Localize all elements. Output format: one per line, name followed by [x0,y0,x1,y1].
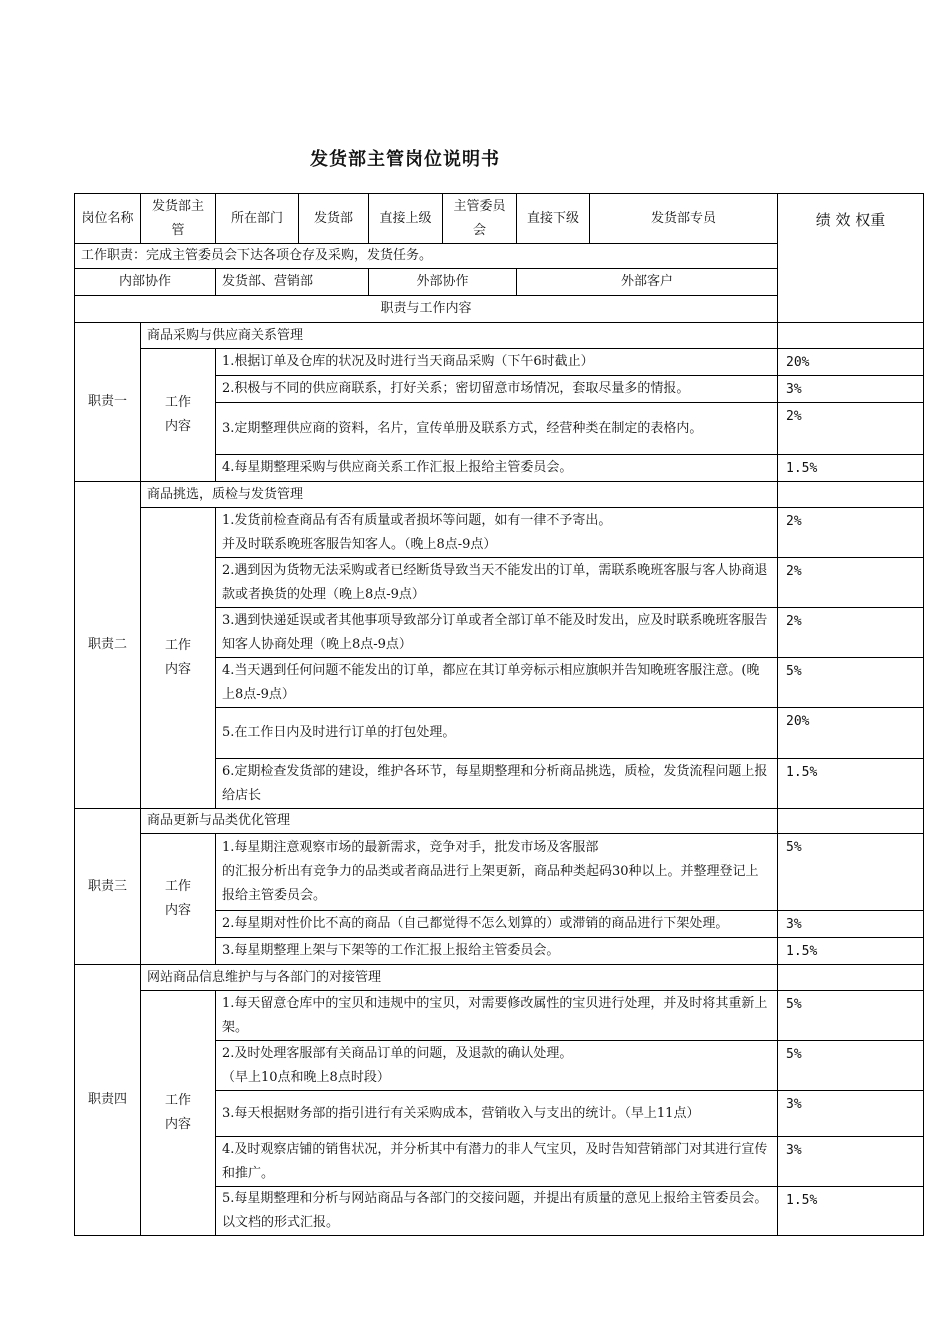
duty-category-row [75,809,924,834]
task-text: 3.每星期整理上架与下架等的工作汇报上报给主管委员会。 [216,938,778,965]
duty-name: 职责一 [75,323,141,482]
task-row [75,991,924,1041]
task-text: 2.遇到因为货物无法采购或者已经断货导致当天不能发出的订单，需联系晚班客服与客人协商退款或者换货的处理（晚上8点-9点） [216,558,778,608]
task-row [75,834,924,911]
duty-category: 商品采购与供应商关系管理 [141,323,778,349]
task-text: 3.遇到快递延误或者其他事项导致部分订单或者全部订单不能及时发出，应及时联系晚班客服告知客人协商处理（晚上8点-9点） [216,608,778,658]
task-weight: 3% [778,1137,924,1187]
task-text: 1.根据订单及仓库的状况及时进行当天商品采购（下午6时截止） [216,349,778,376]
external-value: 外部客户 [517,269,778,296]
task-row [75,508,924,558]
task-weight: 20% [778,349,924,376]
task-weight: 1.5% [778,455,924,482]
duty-category-row [75,965,924,991]
task-text: 3.每天根据财务部的指引进行有关采购成本，营销收入与支出的统计。（早上11点） [216,1091,778,1137]
task-text: 2.积极与不同的供应商联系，打好关系；密切留意市场情况，套取尽量多的情报。 [216,376,778,403]
work-content-label: 工作内容 [141,508,216,809]
duty-category-weight-blank [778,323,924,349]
task-weight: 2% [778,558,924,608]
weight-header: 绩 效 权重 [778,194,924,323]
pos-name-value: 发货部主管 [141,194,216,244]
internal-label: 内部协作 [75,269,216,296]
duty-name: 职责四 [75,965,141,1236]
task-text: 5.每星期整理和分析与网站商品与各部门的交接问题，并提出有质量的意见上报给主管委员会。以文档的形式汇报。 [216,1187,778,1236]
superior-label: 直接上级 [369,194,443,244]
task-text: 2.及时处理客服部有关商品订单的问题，及退款的确认处理。 （早上10点和晚上8点时段） [216,1041,778,1091]
page-title: 发货部主管岗位说明书 [310,149,500,170]
duty-summary: 工作职责：完成主管委员会下达各项仓存及采购，发货任务。 [75,244,778,269]
task-row [75,349,924,376]
task-weight: 1.5% [778,759,924,809]
task-weight: 2% [778,508,924,558]
duty-category: 网站商品信息维护与与各部门的对接管理 [141,965,778,991]
task-text: 5.在工作日内及时进行订单的打包处理。 [216,708,778,759]
task-weight: 1.5% [778,1187,924,1236]
task-weight: 2% [778,403,924,455]
task-text: 4.及时观察店铺的销售状况，并分析其中有潜力的非人气宝贝，及时告知营销部门对其进行宣传和推广。 [216,1137,778,1187]
task-weight: 5% [778,1041,924,1091]
work-content-label: 工作内容 [141,349,216,482]
work-content-label: 工作内容 [141,834,216,965]
duty-category: 商品更新与品类优化管理 [141,809,778,834]
duty-name: 职责二 [75,482,141,809]
task-text: 6.定期检查发货部的建设，维护各环节，每星期整理和分析商品挑选，质检，发货流程问题上报给店长 [216,759,778,809]
task-weight: 5% [778,834,924,911]
task-weight: 1.5% [778,938,924,965]
duty-category-row [75,323,924,349]
pos-name-label: 岗位名称 [75,194,141,244]
task-weight: 5% [778,658,924,708]
task-text: 1.每天留意仓库中的宝贝和违规中的宝贝，对需要修改属性的宝贝进行处理，并及时将其重新上架。 [216,991,778,1041]
duty-category-weight-blank [778,965,924,991]
task-weight: 3% [778,376,924,403]
task-text: 1.发货前检查商品有否有质量或者损坏等问题，如有一律不予寄出。 并及时联系晚班客服告知客人。（晚上8点-9点） [216,508,778,558]
task-weight: 3% [778,911,924,938]
task-weight: 5% [778,991,924,1041]
duty-category: 商品挑选，质检与发货管理 [141,482,778,508]
external-label: 外部协作 [369,269,517,296]
task-text: 4.每星期整理采购与供应商关系工作汇报上报给主管委员会。 [216,455,778,482]
duty-category-weight-blank [778,482,924,508]
subordinate-value: 发货部专员 [590,194,778,244]
dept-value: 发货部 [299,194,369,244]
internal-value: 发货部、营销部 [216,269,369,296]
task-text: 2.每星期对性价比不高的商品（自己都觉得不怎么划算的）或滞销的商品进行下架处理。 [216,911,778,938]
duty-category-weight-blank [778,809,924,834]
work-content-label: 工作内容 [141,991,216,1236]
task-text: 1.每星期注意观察市场的最新需求，竞争对手，批发市场及客服部 的汇报分析出有竞争力的品类或者商品进行上架更新，商品种类起码30种以上。并整理登记上报给主管委员会。 [216,834,778,911]
duty-category-row [75,482,924,508]
task-text: 4.当天遇到任何问题不能发出的订单，都应在其订单旁标示相应旗帜并告知晚班客服注意。(晚上8点-9点） [216,658,778,708]
subordinate-label: 直接下级 [517,194,590,244]
task-text: 3.定期整理供应商的资料，名片，宣传单册及联系方式，经营种类在制定的表格内。 [216,403,778,455]
job-description-table [74,193,924,1236]
task-weight: 20% [778,708,924,759]
duty-name: 职责三 [75,809,141,965]
task-weight: 2% [778,608,924,658]
section-title: 职责与工作内容 [75,296,778,323]
task-weight: 3% [778,1091,924,1137]
dept-label: 所在部门 [216,194,299,244]
superior-value: 主管委员会 [443,194,517,244]
